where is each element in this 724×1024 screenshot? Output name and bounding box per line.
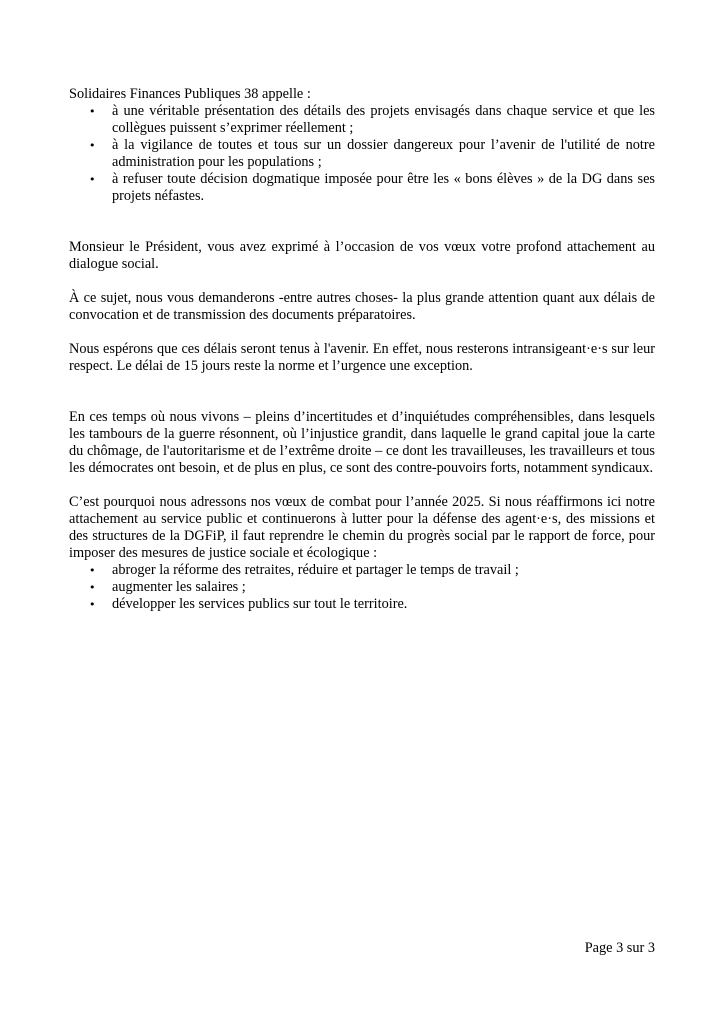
page-number: Page 3 sur 3 <box>584 940 655 956</box>
list-item-text: abroger la réforme des retraites, réduire et partager le temps de travail ; <box>112 562 519 578</box>
bullet-icon: • <box>89 581 96 594</box>
paragraph-hopes: Nous espérons que ces délais seront tenus à l'avenir. En effet, nous resterons intransigeant·e·s sur leur respect. Le délai de 15 jours reste la norme et l’urgence une exception. <box>69 341 655 374</box>
list-item <box>69 103 655 137</box>
list-item <box>69 579 655 596</box>
paragraph-delays: À ce sujet, nous vous demanderons -entre autres choses- la plus grande attention quant aux délais de convocation et de transmission des documents préparatoires. <box>69 290 655 323</box>
list-item <box>69 562 655 579</box>
list-item <box>69 137 655 171</box>
bullet-icon: • <box>89 139 96 152</box>
list-item <box>69 171 655 205</box>
appeal-list <box>69 103 655 205</box>
bullet-icon: • <box>89 564 96 577</box>
list-item-text: à refuser toute décision dogmatique imposée pour être les « bons élèves » de la DG dans ses projets néfastes. <box>112 171 655 204</box>
demands-list <box>69 562 655 613</box>
list-item-text: à une véritable présentation des détails des projets envisagés dans chaque service et que les collègues puissent s’exprimer réellement ; <box>112 103 655 136</box>
paragraph-president: Monsieur le Président, vous avez exprimé à l’occasion de vos vœux votre profond attachement au dialogue social. <box>69 239 655 272</box>
list-item-text: développer les services publics sur tout le territoire. <box>112 596 408 612</box>
appeal-intro: Solidaires Finances Publiques 38 appelle : <box>69 86 311 102</box>
list-item-text: augmenter les salaires ; <box>112 579 246 595</box>
bullet-icon: • <box>89 598 96 611</box>
paragraph-context: En ces temps où nous vivons – pleins d’incertitudes et d’inquiétudes compréhensibles, dans lesquels les tambours de la guerre résonnent, où l’injustice grandit, dans laquelle le grand capital joue la carte du chômage, de l'autoritarisme et de l’extrême droite – ce dont les travailleuses, les travailleurs et tous les démocrates ont besoin, et de plus en plus, ce sont des contre-pouvoirs forts, notamment syndicaux. <box>69 409 655 476</box>
paragraph-wishes: C’est pourquoi nous adressons nos vœux de combat pour l’année 2025. Si nous réaffirmons ici notre attachement au service public et continuerons à lutter pour la défense des agent·e·s, des missions et des structures de la DGFiP, il faut reprendre le chemin du progrès social par le rapport de force, pour imposer des mesures de justice sociale et écologique : <box>69 494 655 561</box>
list-item <box>69 596 655 613</box>
document-body <box>69 86 655 613</box>
list-item-text: à la vigilance de toutes et tous sur un dossier dangereux pour l’avenir de l'utilité de notre administration pour les populations ; <box>112 137 655 170</box>
bullet-icon: • <box>89 105 96 118</box>
bullet-icon: • <box>89 173 96 186</box>
